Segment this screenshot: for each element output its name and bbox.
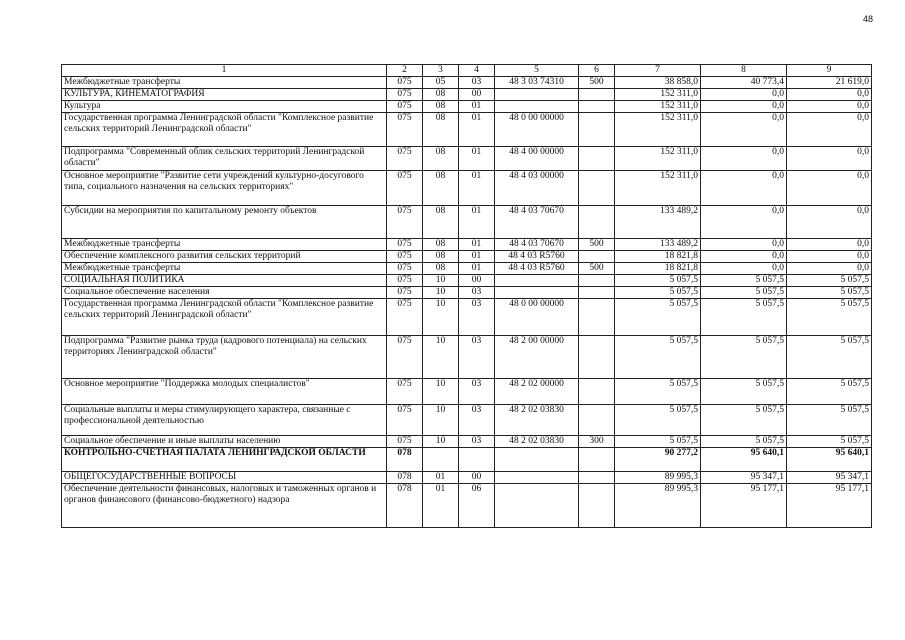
table-row	[62, 379, 872, 405]
amount-col7: 133 489,2	[615, 239, 701, 251]
row-name: Субсидии на мероприятия по капитальному ремонту объектов	[62, 206, 387, 239]
code-subsection: 01	[459, 171, 495, 206]
amount-col9: 0,0	[787, 113, 872, 147]
code-section: 08	[423, 263, 459, 275]
amount-col7: 152 311,0	[615, 147, 701, 171]
amount-col9: 5 057,5	[787, 336, 872, 379]
amount-col8: 0,0	[701, 263, 787, 275]
amount-col9: 5 057,5	[787, 436, 872, 448]
code-admin: 078	[387, 448, 423, 472]
code-target: 48 4 00 00000	[495, 147, 579, 171]
amount-col9: 0,0	[787, 101, 872, 113]
amount-col9: 95 177,1	[787, 484, 872, 528]
code-target: 48 4 03 00000	[495, 171, 579, 206]
code-admin: 075	[387, 89, 423, 101]
code-expense	[579, 113, 615, 147]
header-row	[62, 65, 872, 77]
code-admin: 075	[387, 436, 423, 448]
table-row	[62, 287, 872, 299]
table-row	[62, 405, 872, 436]
code-target: 48 4 03 R5760	[495, 263, 579, 275]
row-name: Государственная программа Ленинградской области "Комплексное развитие сельских территорий Ленинградской области"	[62, 299, 387, 336]
row-name: Межбюджетные трансферты	[62, 263, 387, 275]
row-name: Социальные выплаты и меры стимулирующего характера, связанные с профессиональной деятельностью	[62, 405, 387, 436]
amount-col9: 21 619,0	[787, 77, 872, 89]
table-row	[62, 263, 872, 275]
amount-col7: 152 311,0	[615, 89, 701, 101]
code-admin: 075	[387, 239, 423, 251]
code-subsection: 03	[459, 77, 495, 89]
code-section: 08	[423, 89, 459, 101]
code-admin: 078	[387, 484, 423, 528]
amount-col8: 0,0	[701, 101, 787, 113]
code-subsection: 01	[459, 113, 495, 147]
code-expense	[579, 275, 615, 287]
amount-col9: 5 057,5	[787, 299, 872, 336]
amount-col8: 95 347,1	[701, 472, 787, 484]
amount-col8: 5 057,5	[701, 336, 787, 379]
amount-col8: 95 177,1	[701, 484, 787, 528]
amount-col9: 0,0	[787, 206, 872, 239]
amount-col9: 0,0	[787, 263, 872, 275]
row-name: ОБЩЕГОСУДАРСТВЕННЫЕ ВОПРОСЫ	[62, 472, 387, 484]
row-name: Культура	[62, 101, 387, 113]
table-body	[62, 65, 872, 528]
amount-col7: 5 057,5	[615, 336, 701, 379]
table-row	[62, 89, 872, 101]
code-admin: 075	[387, 287, 423, 299]
code-expense: 500	[579, 77, 615, 89]
amount-col9: 0,0	[787, 147, 872, 171]
amount-col8: 0,0	[701, 251, 787, 263]
row-name: КУЛЬТУРА, КИНЕМАТОГРАФИЯ	[62, 89, 387, 101]
amount-col8: 0,0	[701, 147, 787, 171]
amount-col7: 5 057,5	[615, 287, 701, 299]
header-cell: 2	[387, 65, 423, 77]
code-section: 08	[423, 171, 459, 206]
code-target	[495, 275, 579, 287]
table-row	[62, 299, 872, 336]
table-row	[62, 275, 872, 287]
amount-col9: 5 057,5	[787, 405, 872, 436]
code-expense	[579, 472, 615, 484]
code-admin: 075	[387, 405, 423, 436]
table-row	[62, 113, 872, 147]
code-target: 48 4 03 R5760	[495, 251, 579, 263]
code-target: 48 2 00 00000	[495, 336, 579, 379]
amount-col7: 133 489,2	[615, 206, 701, 239]
amount-col9: 95 640,1	[787, 448, 872, 472]
table-row	[62, 171, 872, 206]
table-row	[62, 251, 872, 263]
code-expense	[579, 251, 615, 263]
amount-col7: 152 311,0	[615, 113, 701, 147]
amount-col8: 5 057,5	[701, 436, 787, 448]
amount-col8: 0,0	[701, 113, 787, 147]
amount-col7: 5 057,5	[615, 405, 701, 436]
amount-col8: 5 057,5	[701, 299, 787, 336]
code-section: 08	[423, 101, 459, 113]
header-cell: 7	[615, 65, 701, 77]
code-admin: 075	[387, 171, 423, 206]
amount-col9: 0,0	[787, 251, 872, 263]
amount-col7: 38 858,0	[615, 77, 701, 89]
code-target	[495, 287, 579, 299]
code-section: 08	[423, 239, 459, 251]
code-section: 10	[423, 275, 459, 287]
code-subsection: 00	[459, 89, 495, 101]
code-expense	[579, 484, 615, 528]
code-subsection: 01	[459, 101, 495, 113]
code-subsection: 03	[459, 379, 495, 405]
amount-col9: 5 057,5	[787, 275, 872, 287]
code-section: 01	[423, 484, 459, 528]
code-expense	[579, 147, 615, 171]
amount-col7: 89 995,3	[615, 472, 701, 484]
code-subsection: 01	[459, 239, 495, 251]
code-subsection: 03	[459, 287, 495, 299]
code-target: 48 0 00 00000	[495, 299, 579, 336]
code-admin: 075	[387, 263, 423, 275]
table-row	[62, 336, 872, 379]
code-subsection: 03	[459, 436, 495, 448]
code-expense	[579, 379, 615, 405]
table-row	[62, 147, 872, 171]
amount-col7: 152 311,0	[615, 101, 701, 113]
code-admin: 075	[387, 101, 423, 113]
amount-col8: 0,0	[701, 239, 787, 251]
code-subsection: 00	[459, 275, 495, 287]
budget-table	[61, 64, 872, 528]
code-admin: 075	[387, 299, 423, 336]
code-target: 48 2 02 03830	[495, 405, 579, 436]
code-expense	[579, 405, 615, 436]
code-target: 48 0 00 00000	[495, 113, 579, 147]
code-section: 10	[423, 405, 459, 436]
table-row	[62, 448, 872, 472]
code-expense	[579, 336, 615, 379]
amount-col7: 5 057,5	[615, 436, 701, 448]
code-target: 48 2 02 03830	[495, 436, 579, 448]
table-row	[62, 77, 872, 89]
code-expense	[579, 89, 615, 101]
code-target	[495, 484, 579, 528]
code-expense	[579, 206, 615, 239]
amount-col7: 152 311,0	[615, 171, 701, 206]
code-subsection: 03	[459, 405, 495, 436]
row-name: Основное мероприятие "Развитие сети учреждений культурно-досугового типа, социального назначения на сельских территориях"	[62, 171, 387, 206]
code-admin: 075	[387, 147, 423, 171]
amount-col9: 0,0	[787, 239, 872, 251]
code-subsection: 06	[459, 484, 495, 528]
amount-col7: 5 057,5	[615, 299, 701, 336]
code-subsection: 00	[459, 472, 495, 484]
row-name: Подпрограмма "Развитие рынка труда (кадрового потенциала) на сельских территориях Ленинградской области"	[62, 336, 387, 379]
code-target: 48 3 03 74310	[495, 77, 579, 89]
amount-col9: 5 057,5	[787, 379, 872, 405]
row-name: Межбюджетные трансферты	[62, 239, 387, 251]
code-expense	[579, 171, 615, 206]
code-expense	[579, 287, 615, 299]
code-target	[495, 101, 579, 113]
amount-col7: 18 821,8	[615, 251, 701, 263]
code-section: 05	[423, 77, 459, 89]
code-target: 48 4 03 70670	[495, 206, 579, 239]
code-section: 01	[423, 472, 459, 484]
code-section: 10	[423, 379, 459, 405]
amount-col7: 18 821,8	[615, 263, 701, 275]
table-row	[62, 484, 872, 528]
page-number: 48	[862, 14, 873, 24]
row-name: Обеспечение комплексного развития сельских территорий	[62, 251, 387, 263]
row-name: Межбюджетные трансферты	[62, 77, 387, 89]
code-admin: 075	[387, 336, 423, 379]
code-section: 08	[423, 147, 459, 171]
amount-col7: 89 995,3	[615, 484, 701, 528]
code-section: 08	[423, 206, 459, 239]
row-name: КОНТРОЛЬНО-СЧЕТНАЯ ПАЛАТА ЛЕНИНГРАДСКОЙ ОБЛАСТИ	[62, 448, 387, 472]
code-expense	[579, 299, 615, 336]
amount-col8: 0,0	[701, 206, 787, 239]
code-subsection: 03	[459, 299, 495, 336]
code-admin: 075	[387, 275, 423, 287]
header-cell: 4	[459, 65, 495, 77]
header-cell: 3	[423, 65, 459, 77]
row-name: Основное мероприятие "Поддержка молодых специалистов"	[62, 379, 387, 405]
amount-col8: 0,0	[701, 89, 787, 101]
code-section	[423, 448, 459, 472]
code-subsection: 01	[459, 263, 495, 275]
amount-col8: 5 057,5	[701, 379, 787, 405]
code-admin: 078	[387, 472, 423, 484]
header-cell: 5	[495, 65, 579, 77]
table-row	[62, 206, 872, 239]
code-target	[495, 89, 579, 101]
code-admin: 075	[387, 379, 423, 405]
code-admin: 075	[387, 113, 423, 147]
row-name: Подпрограмма "Современный облик сельских территорий Ленинградской области"	[62, 147, 387, 171]
code-target	[495, 448, 579, 472]
table-row	[62, 472, 872, 484]
code-target: 48 4 03 70670	[495, 239, 579, 251]
amount-col9: 5 057,5	[787, 287, 872, 299]
row-name: Государственная программа Ленинградской области "Комплексное развитие сельских территорий Ленинградской области"	[62, 113, 387, 147]
amount-col8: 40 773,4	[701, 77, 787, 89]
code-section: 10	[423, 287, 459, 299]
code-section: 08	[423, 251, 459, 263]
code-admin: 075	[387, 206, 423, 239]
amount-col9: 0,0	[787, 171, 872, 206]
amount-col8: 5 057,5	[701, 287, 787, 299]
header-cell: 6	[579, 65, 615, 77]
code-expense: 300	[579, 436, 615, 448]
code-expense	[579, 448, 615, 472]
table-row	[62, 101, 872, 113]
table-row	[62, 436, 872, 448]
code-target	[495, 472, 579, 484]
row-name: Обеспечение деятельности финансовых, налоговых и таможенных органов и органов финансового (финансово-бюджетного) надзора	[62, 484, 387, 528]
code-target: 48 2 02 00000	[495, 379, 579, 405]
table-row	[62, 239, 872, 251]
code-admin: 075	[387, 251, 423, 263]
amount-col7: 5 057,5	[615, 379, 701, 405]
code-expense	[579, 101, 615, 113]
amount-col8: 95 640,1	[701, 448, 787, 472]
code-subsection: 01	[459, 251, 495, 263]
row-name: СОЦИАЛЬНАЯ ПОЛИТИКА	[62, 275, 387, 287]
amount-col7: 5 057,5	[615, 275, 701, 287]
row-name: Социальное обеспечение населения	[62, 287, 387, 299]
code-expense: 500	[579, 239, 615, 251]
row-name: Социальное обеспечение и иные выплаты населению	[62, 436, 387, 448]
amount-col8: 0,0	[701, 171, 787, 206]
amount-col8: 5 057,5	[701, 275, 787, 287]
code-subsection: 01	[459, 147, 495, 171]
header-cell: 1	[62, 65, 387, 77]
code-section: 08	[423, 113, 459, 147]
code-admin: 075	[387, 77, 423, 89]
code-section: 10	[423, 436, 459, 448]
amount-col7: 90 277,2	[615, 448, 701, 472]
amount-col9: 0,0	[787, 89, 872, 101]
code-subsection: 01	[459, 206, 495, 239]
amount-col8: 5 057,5	[701, 405, 787, 436]
header-cell: 9	[787, 65, 872, 77]
code-expense: 500	[579, 263, 615, 275]
code-section: 10	[423, 336, 459, 379]
header-cell: 8	[701, 65, 787, 77]
amount-col9: 95 347,1	[787, 472, 872, 484]
code-subsection: 03	[459, 336, 495, 379]
code-section: 10	[423, 299, 459, 336]
code-subsection	[459, 448, 495, 472]
